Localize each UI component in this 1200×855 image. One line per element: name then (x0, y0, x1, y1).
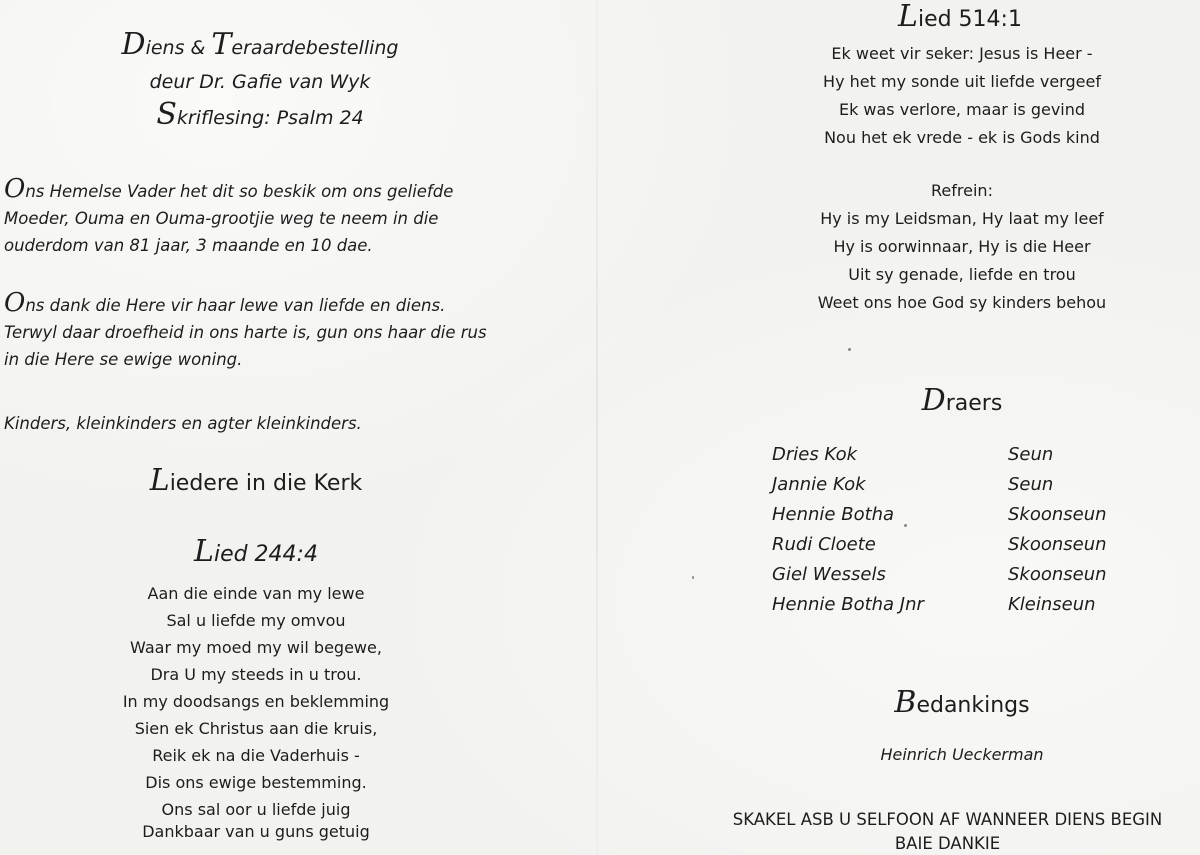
bearer-row (772, 590, 1132, 620)
hymn-line: Weet ons hoe God sy kinders behou (817, 293, 1107, 312)
bearer-name: Hennie Botha Jnr (772, 594, 924, 615)
hymn-line: Waar my moed my wil begewe, (130, 638, 382, 657)
paragraph-thanks: Ons dank die Here vir haar lewe van liefde en diens. Terwyl daar droefheid in ons harte is, gun ons haar die rus in die Here se ewige woning. (4, 288, 487, 369)
officiant: deur Dr. Gafie van Wyk (149, 71, 371, 93)
bearer-row (772, 440, 1132, 470)
notice-line: SKAKEL ASB U SELFOON AF WANNEER DIENS BEGIN (732, 810, 1163, 829)
notice-line: BAIE DANKIE (894, 834, 1001, 853)
bearer-row (772, 530, 1132, 560)
service-header (60, 27, 460, 138)
page-fold (596, 0, 598, 855)
scan-speck (904, 524, 907, 527)
bearer-row (772, 560, 1132, 590)
hymn-line: Hy is my Leidsman, Hy laat my leef (820, 209, 1104, 228)
hymn-line: In my doodsangs en beklemming (122, 692, 390, 711)
hymn-line: Sal u liefde my omvou (166, 611, 346, 630)
hymn-line: Dankbaar van u guns getuig (142, 822, 370, 841)
bearer-row (772, 470, 1132, 500)
hymn-line: Ek weet vir seker: Jesus is Heer - (831, 44, 1093, 63)
bearer-relation: Seun (1008, 444, 1054, 465)
phone-notice (700, 808, 1195, 855)
hymn-line: Uit sy genade, liefde en trou (848, 265, 1076, 284)
hymn-244-title: Lied 244:4 (194, 534, 318, 569)
hymn-line: Dra U my steeds in u trou. (150, 665, 362, 684)
bearer-relation: Seun (1008, 474, 1054, 495)
bearer-relation: Skoonseun (1008, 534, 1107, 555)
hymn-514-refrain (762, 177, 1162, 317)
hymn-line: Hy het my sonde uit liefde vergeef (823, 72, 1101, 91)
scripture-reading: Skriflesing: Psalm 24 (156, 97, 364, 132)
bearer-name: Giel Wessels (772, 564, 886, 585)
hymn-line: Ons sal oor u liefde juig (161, 800, 351, 819)
bearer-name: Hennie Botha (772, 504, 895, 525)
bearer-row (772, 500, 1132, 530)
bearer-name: Jannie Kok (772, 474, 866, 495)
bearer-relation: Skoonseun (1008, 504, 1107, 525)
bearer-name: Rudi Cloete (772, 534, 876, 555)
hymn-line: Reik ek na die Vaderhuis - (152, 746, 360, 765)
songs-heading: Liedere in die Kerk (149, 463, 363, 498)
scan-speck (848, 348, 851, 351)
hymn-514-verse (762, 40, 1162, 152)
bearers-list (772, 440, 1132, 620)
hymn-244-lyrics (56, 580, 456, 843)
thanks-name: Heinrich Ueckerman (880, 745, 1044, 764)
refrain-label: Refrein: (931, 181, 993, 200)
family-line: Kinders, kleinkinders en agter kleinkinders. (4, 414, 362, 433)
hymn-line: Dis ons ewige bestemming. (145, 773, 367, 792)
bearer-relation: Kleinseun (1008, 594, 1096, 615)
hymn-line: Hy is oorwinnaar, Hy is die Heer (833, 237, 1091, 256)
hymn-514-title: Lied 514:1 (898, 0, 1022, 34)
bearers-heading: Draers (921, 383, 1003, 418)
paragraph-passing: Ons Hemelse Vader het dit so beskik om ons geliefde Moeder, Ouma en Ouma-grootjie weg te neem in die ouderdom van 81 jaar, 3 maande en 10 dae. (4, 174, 454, 255)
hymn-line: Aan die einde van my lewe (147, 584, 365, 603)
hymn-line: Ek was verlore, maar is gevind (838, 100, 1086, 119)
hymn-line: Nou het ek vrede - ek is Gods kind (824, 128, 1100, 147)
bearer-relation: Skoonseun (1008, 564, 1107, 585)
scan-speck (692, 576, 694, 579)
service-title: Diens & Teraardebestelling (121, 27, 399, 62)
hymn-line: Sien ek Christus aan die kruis, (134, 719, 378, 738)
thanks-heading: Bedankings (894, 685, 1030, 720)
bearer-name: Dries Kok (772, 444, 858, 465)
